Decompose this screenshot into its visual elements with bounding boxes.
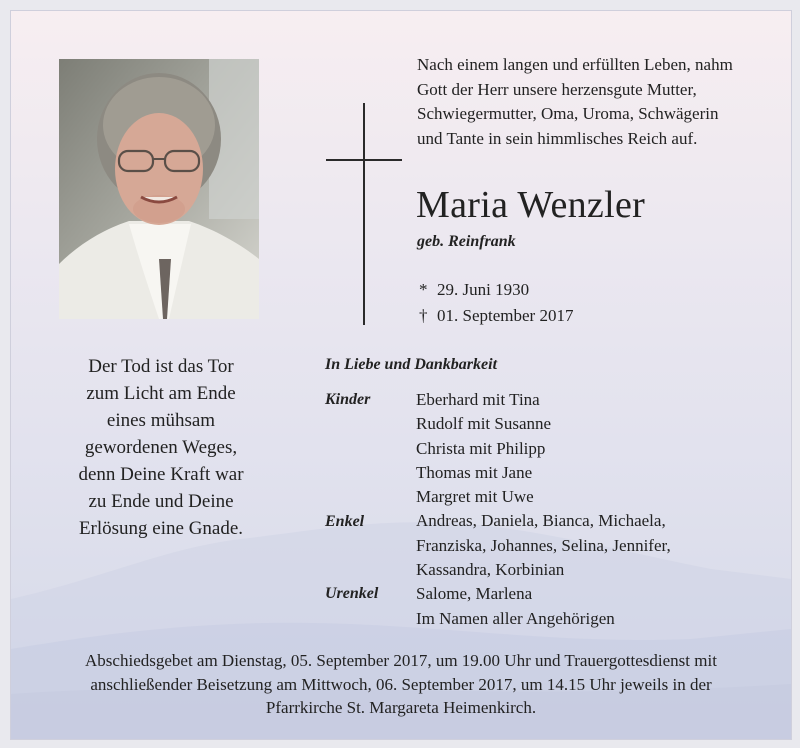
star-icon: * [419,280,428,299]
label-enkel: Enkel [325,513,365,530]
birth-row [419,277,573,303]
mourner-names: Eberhard mit Tina Rudolf mit Susanne Christa mit Philipp Thomas mit Jane Margret mit Uwe Andreas, Daniela, Bianca, Michaela, Franziska, Johannes, Selina, Jennifer, Kassandra, Korbinian Salome, Marlena Im Namen aller Angehörigen [416,390,671,628]
obituary-card [10,10,792,740]
life-dates [419,277,573,329]
mourners-heading: In Liebe und Dankbarkeit [325,356,498,373]
label-urenkel: Urenkel [325,585,379,602]
birth-date: 29. Juni 1930 [437,280,530,299]
memorial-quote: Der Tod ist das Tor zum Licht am Ende eines mühsam gewordenen Weges, denn Deine Kraft war zu Ende und Deine Erlösung eine Gnade. [78,356,244,539]
death-row [419,303,573,329]
deceased-name: Maria Wenzler [416,184,646,226]
intro-text: Nach einem langen und erfüllten Leben, nahm Gott der Herr unsere herzensgute Mutter, Schwiegermutter, Oma, Uroma, Schwägerin und Tante in sein himmlisches Reich auf. [417,55,733,148]
death-date: 01. September 2017 [437,306,574,325]
portrait-photo [59,59,259,319]
label-kinder: Kinder [325,391,371,408]
cross-vertical-bar [363,103,365,325]
maiden-name: geb. Reinfrank [417,233,516,250]
cross-horizontal-bar [326,159,402,161]
service-details: Abschiedsgebet am Dienstag, 05. September 2017, um 19.00 Uhr und Trauergottesdienst mit anschließender Beisetzung am Mittwoch, 06. September 2017, um 14.15 Uhr jeweils in der Pfarrkirche St. Margareta Heimenkirch. [85,651,717,717]
cross-icon: † [419,306,428,325]
